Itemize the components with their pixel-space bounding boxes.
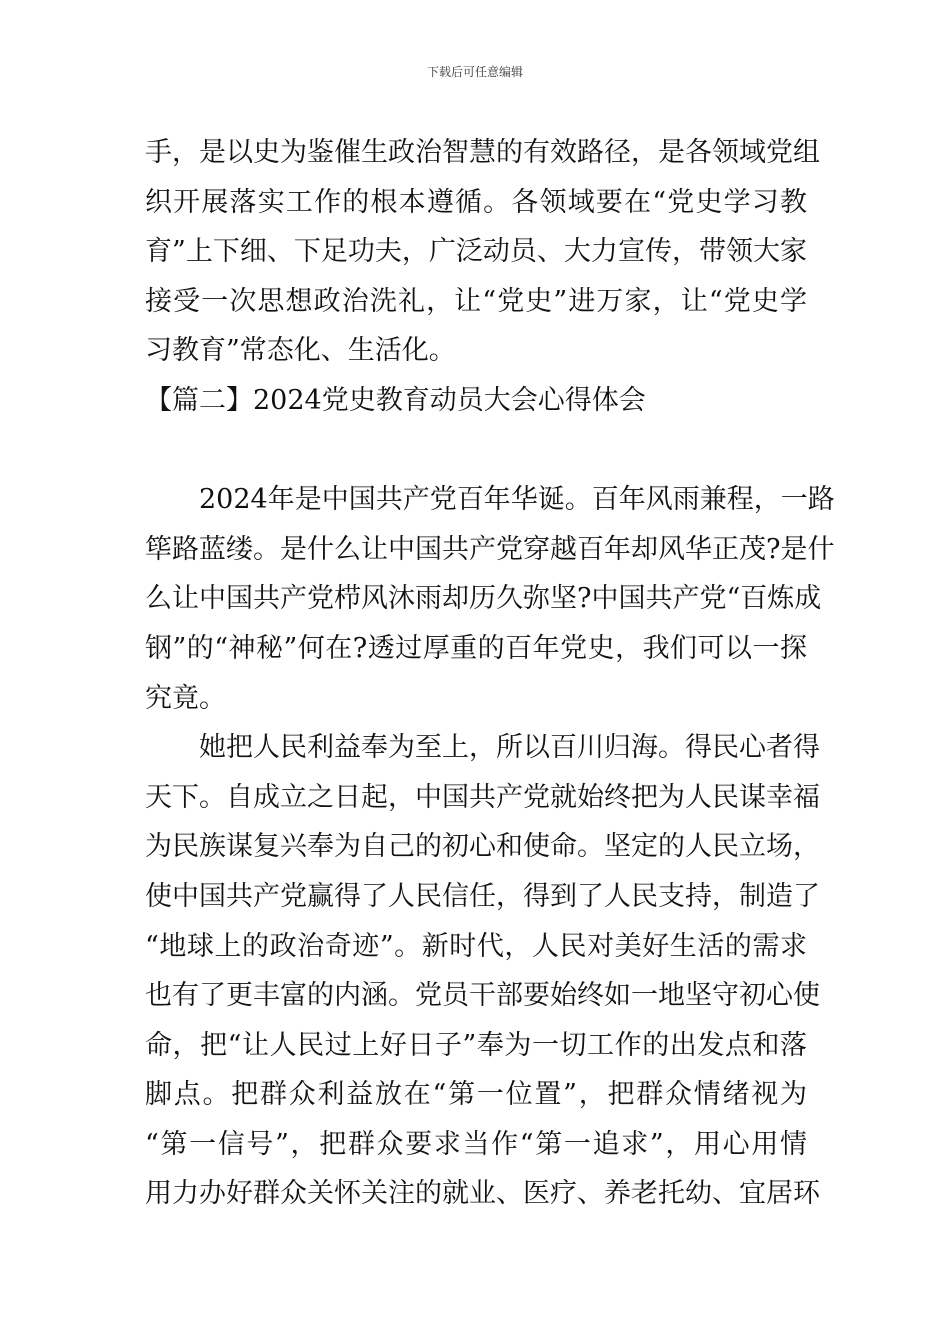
text-line: 织开展落实工作的根本遵循。各领域要在“党史学习教 bbox=[145, 186, 807, 218]
text-line: 她把人民利益奉为至上，所以百川归海。得民心者得 bbox=[199, 732, 820, 764]
text-line: 2024年是中国共产党百年华诞。百年风雨兼程，一路 bbox=[199, 484, 835, 516]
text-line: 命，把“让人民过上好日子”奉为一切工作的出发点和落 bbox=[145, 1029, 807, 1061]
text-line: 使中国共产党赢得了人民信任，得到了人民支持，制造了 bbox=[145, 880, 820, 912]
paragraph-2 bbox=[145, 475, 835, 723]
text-line: 么让中国共产党栉风沐雨却历久弥坚?中国共产党“百炼成 bbox=[145, 583, 822, 615]
paragraph-1 bbox=[145, 128, 820, 376]
section-heading: 【篇二】2024党史教育动员大会心得体会 bbox=[145, 384, 646, 416]
text-line: “地球上的政治奇迹”。新时代，人民对美好生活的需求 bbox=[145, 930, 807, 962]
text-line: 脚点。把群众利益放在“第一位置”，把群众情绪视为 bbox=[145, 1079, 807, 1111]
text-line: “第一信号”，把群众要求当作“第一追求”，用心用情 bbox=[145, 1128, 807, 1160]
text-line: 手，是以史为鉴催生政治智慧的有效路径，是各领域党组 bbox=[145, 137, 820, 168]
text-line: 筚路蓝缕。是什么让中国共产党穿越百年却风华正茂?是什 bbox=[145, 533, 835, 565]
blank-line bbox=[145, 426, 807, 476]
document-body bbox=[145, 128, 835, 1219]
text-line: 也有了更丰富的内涵。党员干部要始终如一地坚守初心使 bbox=[145, 980, 820, 1012]
paragraph-3 bbox=[145, 723, 820, 1219]
text-line: 接受一次思想政治洗礼，让“党史”进万家，让“党史学 bbox=[145, 285, 807, 317]
text-line: 为民族谋复兴奉为自己的初心和使命。坚定的人民立场， bbox=[145, 831, 820, 863]
text-line: 习教育”常态化、生活化。 bbox=[145, 335, 456, 367]
text-line: 用力办好群众关怀关注的就业、医疗、养老托幼、宜居环 bbox=[145, 1178, 820, 1210]
page-header: 下载后可任意编辑 bbox=[426, 65, 523, 79]
text-line: 究竟。 bbox=[145, 682, 226, 714]
text-line: 钢”的“神秘”何在?透过厚重的百年党史，我们可以一探 bbox=[145, 632, 807, 664]
text-line: 天下。自成立之日起，中国共产党就始终把为人民谋幸福 bbox=[145, 781, 820, 813]
text-line: 育”上下细、下足功夫，广泛动员、大力宣传，带领大家 bbox=[145, 236, 807, 268]
